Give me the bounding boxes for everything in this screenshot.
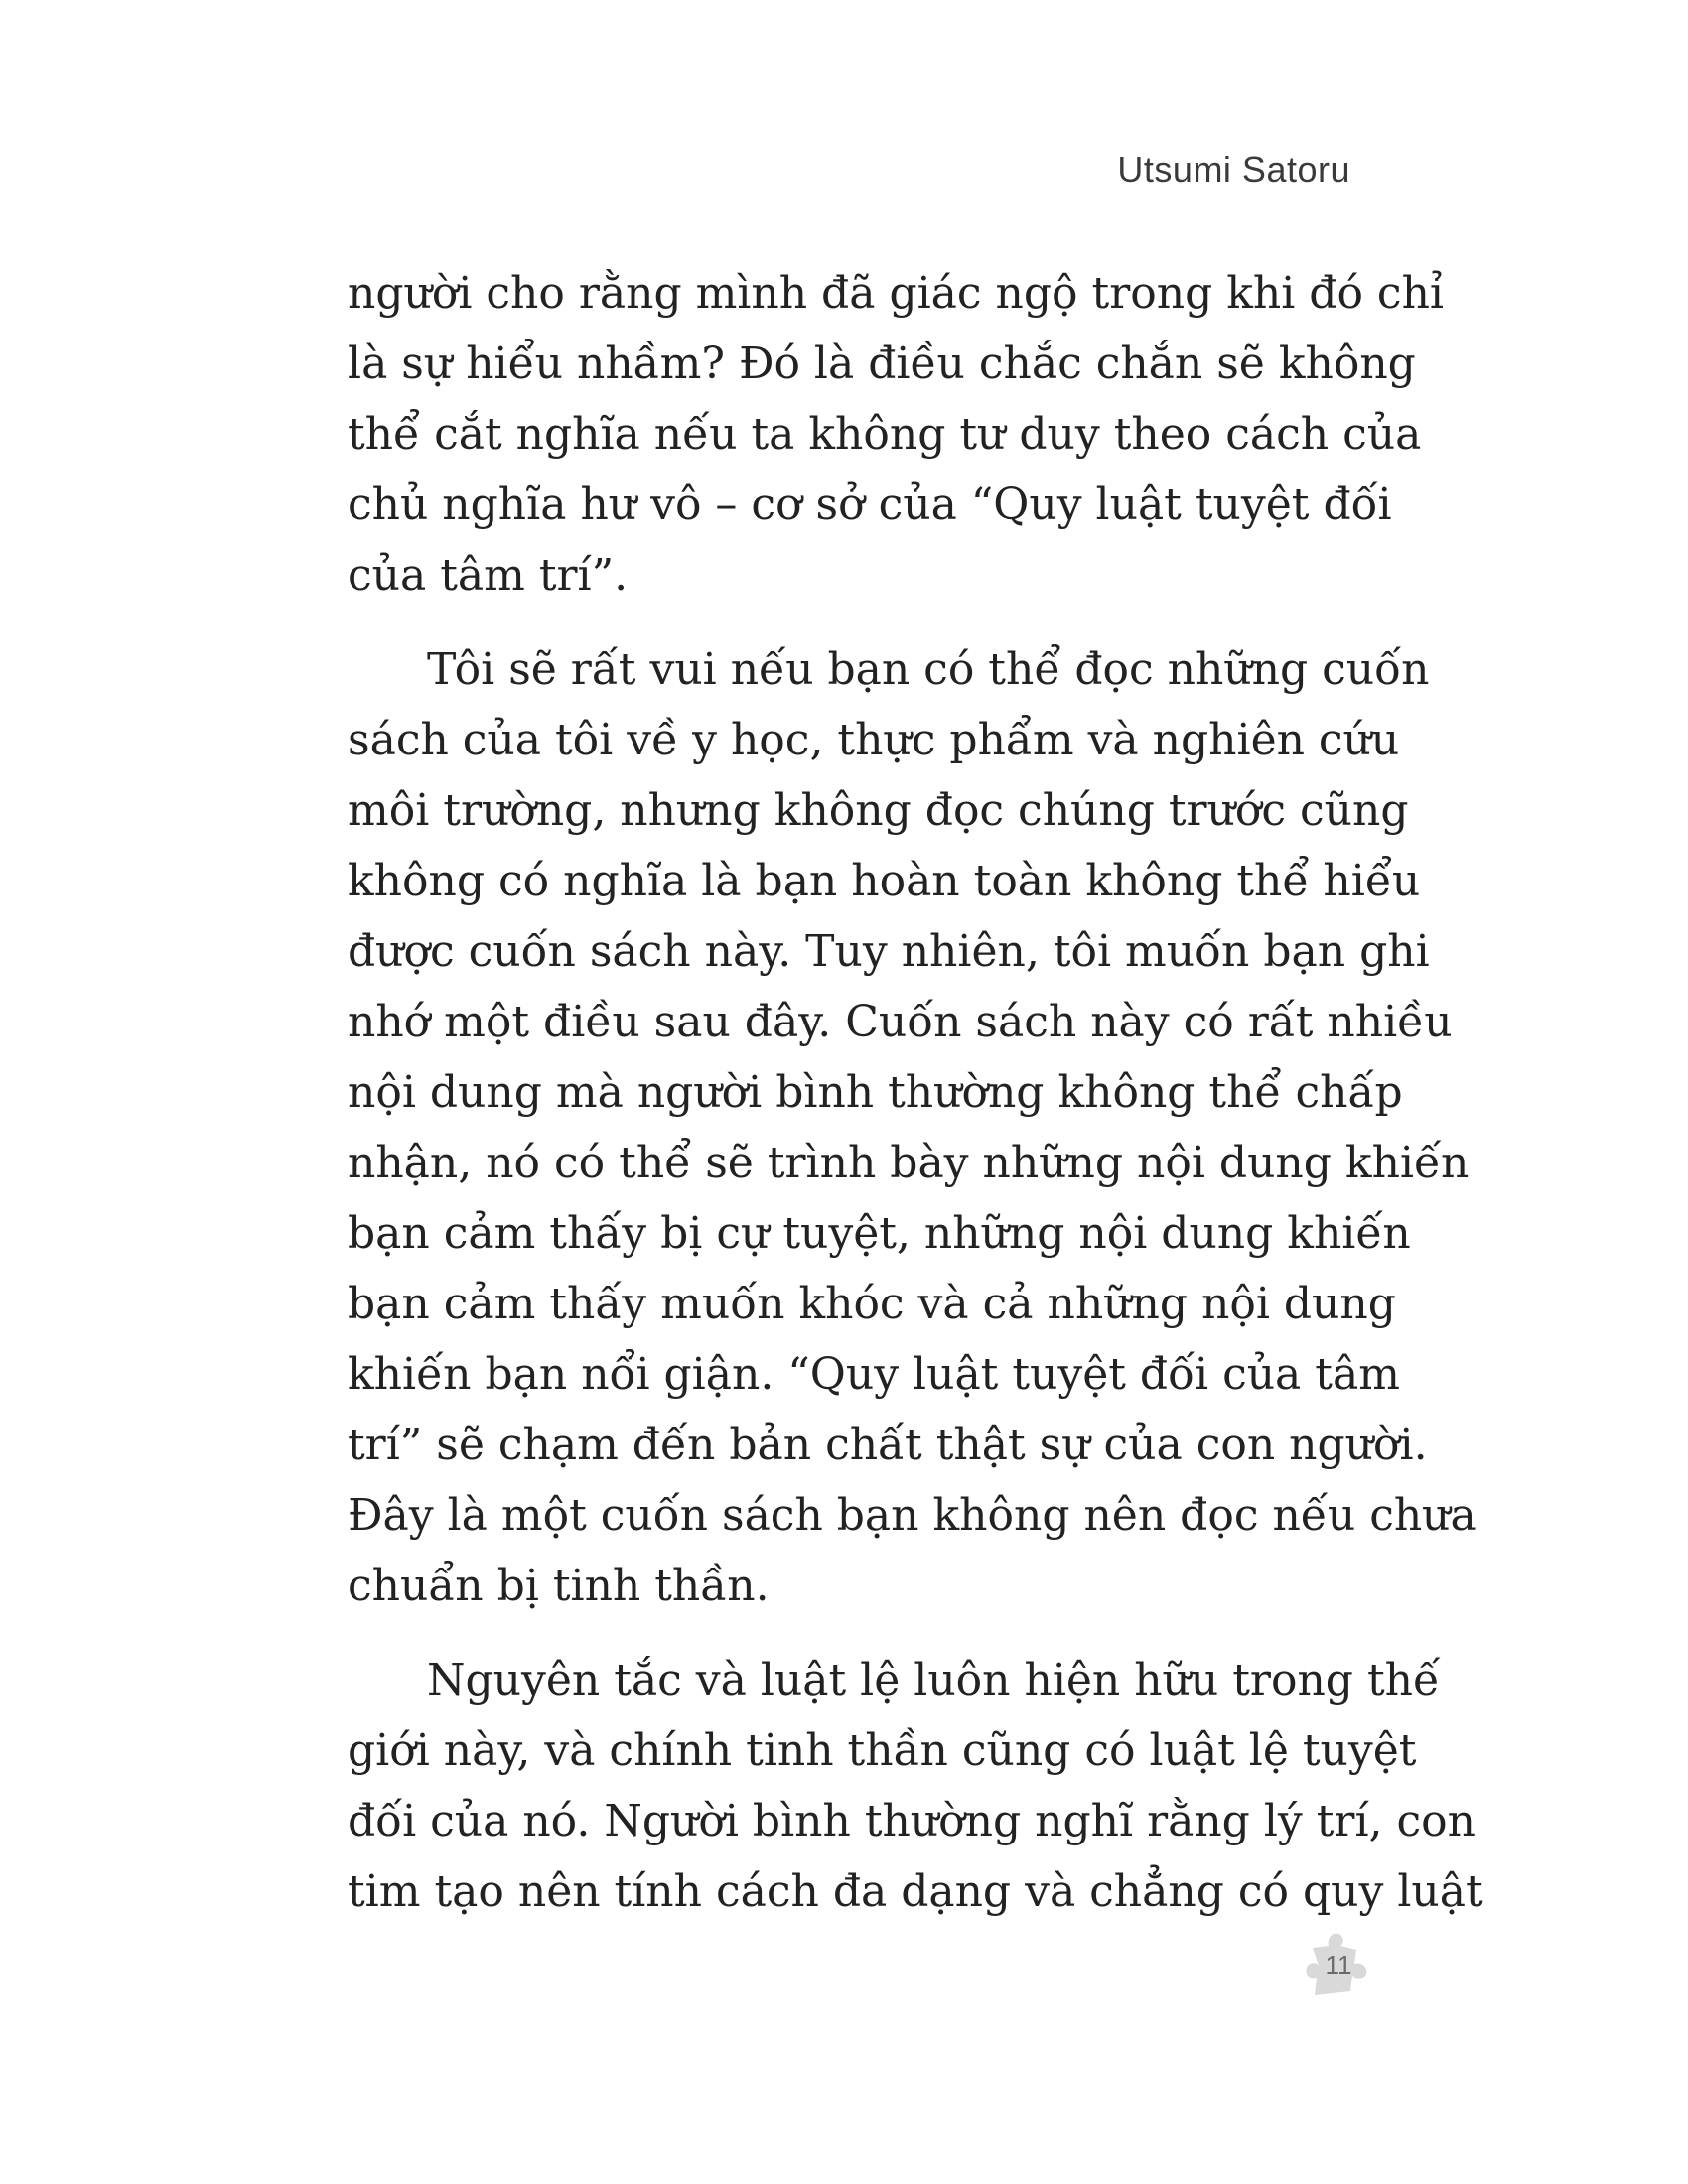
text-line: trí” sẽ chạm đến bản chất thật sự của con người. [348, 1420, 1428, 1470]
text-line: là sự hiểu nhầm? Đó là điều chắc chắn sẽ không [348, 339, 1416, 389]
text-line: Đây là một cuốn sách bạn không nên đọc nếu chưa [348, 1490, 1477, 1541]
paragraph-3 [348, 1645, 1483, 1927]
text-line: nhớ một điều sau đây. Cuốn sách này có rất nhiều [348, 997, 1453, 1047]
page-number: 11 [1325, 1950, 1352, 1979]
text-line: Tôi sẽ rất vui nếu bạn có thể đọc những cuốn [427, 644, 1430, 695]
text-line: chuẩn bị tinh thần. [348, 1561, 770, 1611]
text-line: bạn cảm thấy muốn khóc và cả những nội dung [348, 1279, 1396, 1329]
text-line: giới này, và chính tinh thần cũng có luật lệ tuyệt [348, 1725, 1417, 1776]
page-folio [1299, 1926, 1378, 2005]
text-line: bạn cảm thấy bị cự tuyệt, những nội dung khiến [348, 1208, 1411, 1259]
text-line: nội dung mà người bình thường không thể chấp [348, 1067, 1403, 1118]
text-line: của tâm trí”. [348, 550, 629, 601]
paragraph-2 [348, 634, 1477, 1621]
text-line: môi trường, nhưng không đọc chúng trước cũng [348, 785, 1409, 836]
text-line: đối của nó. Người bình thường nghĩ rằng lý trí, con [348, 1796, 1476, 1846]
body-text [348, 258, 1483, 1927]
text-line: thể cắt nghĩa nếu ta không tư duy theo cách của [348, 409, 1422, 460]
text-line: Nguyên tắc và luật lệ luôn hiện hữu trong thế [427, 1655, 1441, 1706]
text-line: tim tạo nên tính cách đa dạng và chẳng có quy luật [348, 1866, 1483, 1917]
paragraph-1 [348, 258, 1444, 611]
text-line: người cho rằng mình đã giác ngộ trong khi đó chỉ [348, 268, 1444, 319]
text-line: chủ nghĩa hư vô – cơ sở của “Quy luật tuyệt đối [348, 479, 1392, 530]
text-line: sách của tôi về y học, thực phẩm và nghiên cứu [348, 715, 1400, 765]
text-line: khiến bạn nổi giận. “Quy luật tuyệt đối của tâm [348, 1349, 1400, 1400]
text-line: không có nghĩa là bạn hoàn toàn không thể hiểu [348, 856, 1421, 906]
text-line: nhận, nó có thể sẽ trình bày những nội dung khiến [348, 1138, 1470, 1188]
text-line: được cuốn sách này. Tuy nhiên, tôi muốn bạn ghi [348, 926, 1430, 977]
running-head: Utsumi Satoru [1117, 149, 1350, 190]
